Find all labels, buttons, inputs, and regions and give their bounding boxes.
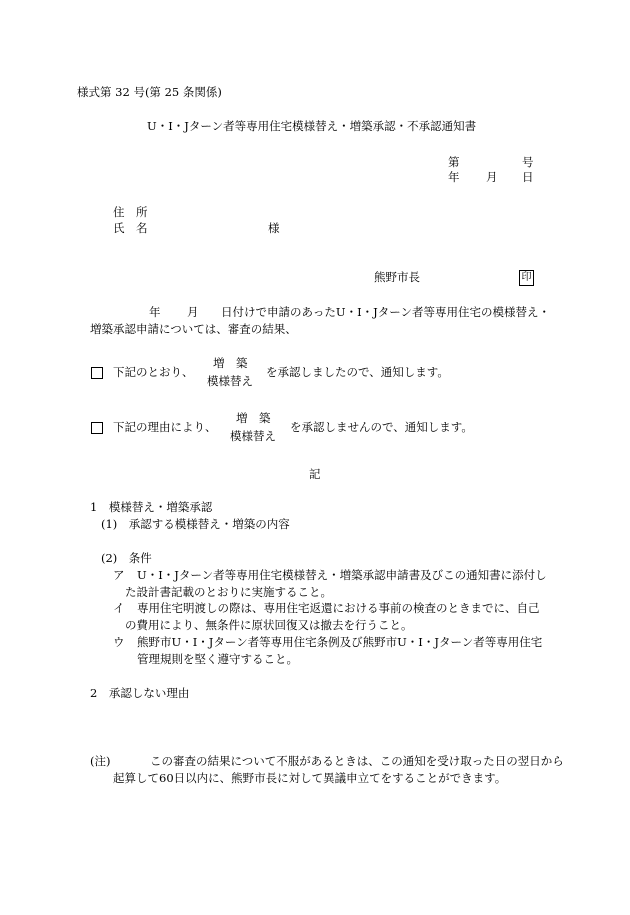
ki-mark: 記 — [309, 467, 321, 481]
approve-checkbox[interactable] — [91, 367, 103, 379]
body-line-2: 増築承認申請については、審査の結果、 — [90, 322, 297, 336]
condition-i-label: イ — [113, 601, 125, 615]
name-label: 氏 名 — [113, 221, 148, 235]
option-deny-alt2: 模様替え — [230, 429, 276, 443]
section-1-sub1: (1) 承認する模様替え・増築の内容 — [101, 517, 290, 531]
option-deny-suffix: を承認しませんので、通知します。 — [290, 420, 473, 434]
condition-u-label: ウ — [113, 635, 125, 649]
address-label: 住 所 — [113, 205, 148, 219]
note-line-1: この審査の結果について不服があるときは、この通知を受け取った日の翌日から — [150, 754, 564, 768]
form-number: 様式第 32 号(第 25 条関係) — [77, 85, 222, 99]
condition-i-line2: の費用により、無条件に原状回復又は撤去を行うこと。 — [125, 618, 413, 632]
date-nen: 年 — [448, 170, 460, 184]
ref-dai: 第 — [448, 155, 460, 169]
option-approve-alt1: 増 築 — [213, 356, 248, 370]
body-date-tsuki: 月 — [187, 305, 199, 319]
note-line-2: 起算して60日以内に、熊野市長に対して異議申立てをすることができます。 — [113, 771, 507, 785]
condition-a-label: ア — [113, 568, 125, 582]
honorific: 様 — [268, 221, 280, 235]
section-1-heading: 1 模様替え・増築承認 — [90, 500, 213, 514]
condition-i-line1: 専用住宅明渡しの際は、専用住宅返還における事前の検査のときまでに、自己 — [137, 601, 540, 615]
note-label: (注) — [90, 754, 111, 768]
option-approve-suffix: を承認しましたので、通知します。 — [266, 365, 449, 379]
body-line-1: 日付けで申請のあったU・I・Jターン者等専用住宅の模様替え・ — [221, 305, 550, 319]
date-tsuki: 月 — [486, 170, 498, 184]
ref-go: 号 — [522, 155, 534, 169]
section-2-heading: 2 承認しない理由 — [90, 686, 190, 700]
condition-u-line1: 熊野市U・I・Jターン者等専用住宅条例及び熊野市U・I・Jターン者等専用住宅 — [137, 635, 543, 649]
option-approve-alt2: 模様替え — [207, 374, 253, 388]
body-date-nen: 年 — [149, 305, 161, 319]
section-1-sub2: (2) 条件 — [101, 551, 152, 565]
date-hi: 日 — [522, 170, 534, 184]
seal-stamp: 印 — [519, 270, 534, 286]
option-approve-prefix: 下記のとおり、 — [113, 365, 194, 379]
option-deny-alt1: 増 築 — [236, 411, 271, 425]
issuer-name: 熊野市長 — [374, 270, 420, 284]
option-deny-prefix: 下記の理由により、 — [113, 420, 217, 434]
page-title: U・I・Jターン者等専用住宅模様替え・増築承認・不承認通知書 — [147, 119, 477, 133]
condition-u-line2: 管理規則を堅く遵守すること。 — [137, 652, 298, 666]
deny-checkbox[interactable] — [91, 422, 103, 434]
condition-a-line1: U・I・Jターン者等専用住宅模様替え・増築承認申請書及びこの通知書に添付し — [137, 568, 547, 582]
condition-a-line2: た設計書記載のとおりに実施すること。 — [125, 585, 332, 599]
